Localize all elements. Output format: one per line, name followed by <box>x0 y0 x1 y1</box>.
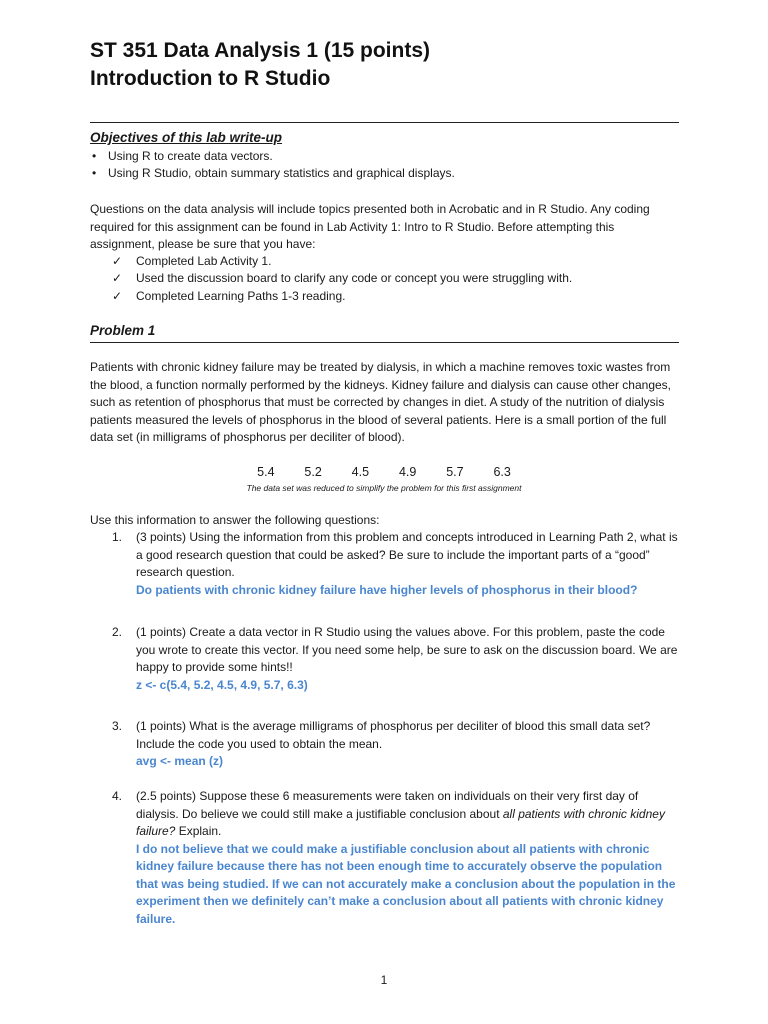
checklist-item: Completed Learning Paths 1-3 reading. <box>136 289 346 303</box>
question-4 <box>136 788 681 928</box>
question-answer: z <- c(5.4, 5.2, 4.5, 4.9, 5.7, 6.3) <box>136 677 308 692</box>
objective-item: Using R to create data vectors. <box>108 149 273 163</box>
question-prompt: (1 points) What is the average milligrams of phosphorus per deciliter of blood this small data set? Include the code you used to obtain the mean. <box>136 719 651 751</box>
question-3 <box>136 718 681 771</box>
objectives-heading: Objectives of this lab write-up <box>90 130 283 145</box>
prompt-italic: all patients with chronic kidney failure? <box>136 806 665 838</box>
question-2 <box>136 624 681 694</box>
checkmark-icon: ✓ <box>112 271 123 285</box>
divider <box>90 122 679 123</box>
page-number: 1 <box>380 973 388 987</box>
data-caption: The data set was reduced to simplify the problem for this first assignment <box>246 483 522 493</box>
checkmark-icon: ✓ <box>112 289 123 303</box>
bullet-icon: • <box>92 149 97 163</box>
instructions: Use this information to answer the following questions: <box>90 513 380 527</box>
question-prompt <box>136 788 681 841</box>
checkmark-icon: ✓ <box>112 254 123 268</box>
question-answer: I do not believe that we could make a justifiable conclusion about all patients with chronic kidney failure because there has not been enough time to accurately observe the population that was being studied. If we can not accurately make a conclusion about the population in the experiment then we definitely can’t make a conclusion about all patients with chronic kidney failure. <box>136 841 676 926</box>
checklist-item: Completed Lab Activity 1. <box>136 254 272 268</box>
question-number: 2. <box>112 625 123 639</box>
problem-paragraph: Patients with chronic kidney failure may be treated by dialysis, in which a machine removes toxic wastes from the blood, a function normally performed by the kidneys. Kidney failure and dialysis can cause other changes, such as retention of phosphorus that must be corrected by changes in diet. A study of the nutrition of dialysis patients measured the levels of phosphorus in the blood of several patients. Here is a small portion of the full data set (in milligrams of phosphorus per deciliter of blood). <box>90 360 672 444</box>
prompt-start: (2.5 points) Suppose these 6 measurements were taken on individuals on their very first day of dialysis. Do believe we could still make a justifiable conclusion about <box>136 789 639 821</box>
document-title-line1: ST 351 Data Analysis 1 (15 points) <box>90 39 431 62</box>
question-number: 1. <box>112 530 123 544</box>
question-answer: avg <- mean (z) <box>136 754 224 768</box>
prompt-end: Explain. <box>175 824 222 838</box>
checklist-item: Used the discussion board to clarify any code or concept you were struggling with. <box>136 271 573 285</box>
objective-item: Using R Studio, obtain summary statistics and graphical displays. <box>108 166 455 180</box>
question-answer: Do patients with chronic kidney failure have higher levels of phosphorus in their blood? <box>136 582 638 597</box>
intro-paragraph: Questions on the data analysis will include topics presented both in Acrobatic and in R Studio. Any coding required for this assignment can be found in Lab Activity 1: Intro to R Studio. Before attempting this assignment, please be sure that you have: <box>90 202 650 251</box>
problem-heading: Problem 1 <box>90 323 156 338</box>
question-number: 3. <box>112 719 123 733</box>
divider <box>90 342 679 343</box>
bullet-icon: • <box>92 166 97 180</box>
question-prompt: (1 points) Create a data vector in R Studio using the values above. For this problem, paste the code you wrote to create this vector. If you need some help, be sure to ask on the discussion board. We are happy to provide some hints!! <box>136 625 678 674</box>
data-values: 5.4 5.2 4.5 4.9 5.7 6.3 <box>257 465 511 479</box>
question-1 <box>136 529 681 599</box>
question-number: 4. <box>112 789 123 803</box>
document-title-line2: Introduction to R Studio <box>90 67 331 90</box>
question-prompt: (3 points) Using the information from this problem and concepts introduced in Learning Path 2, what is a good research question that could be asked? Be sure to include the important parts of a “good” research question. <box>136 530 678 579</box>
